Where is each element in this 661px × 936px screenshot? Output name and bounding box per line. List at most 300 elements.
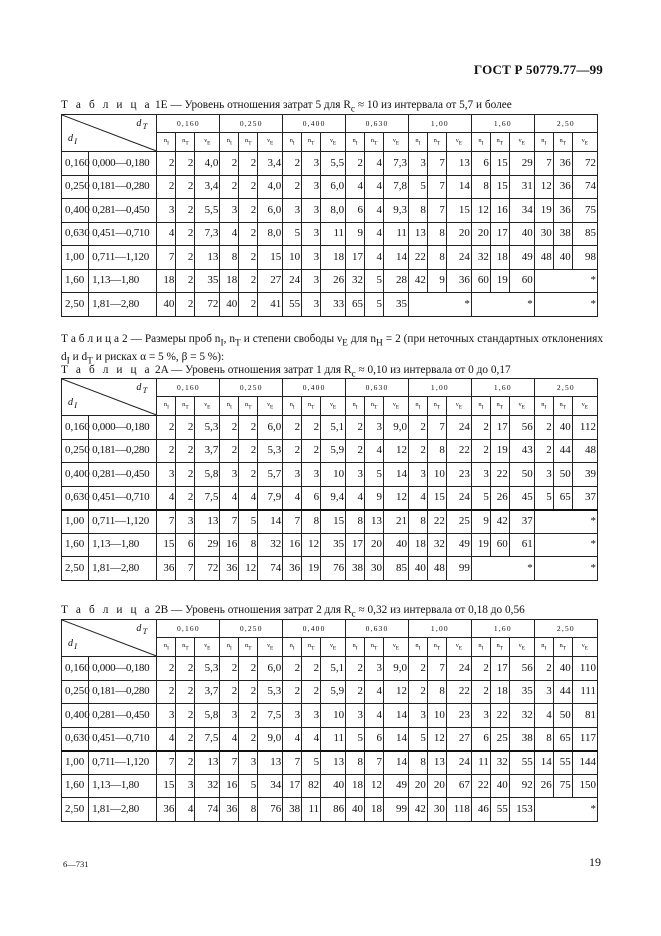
range-value: 0,281—0,450: [89, 704, 157, 728]
sub-header: $n_T$: [176, 397, 195, 416]
cell-value: 8: [471, 175, 490, 199]
merged-star-cell: *: [534, 557, 597, 581]
group-value: 0,630: [62, 486, 89, 510]
group-value: 1,60: [62, 774, 89, 798]
table-row: [62, 798, 598, 822]
cell-value: 4: [239, 486, 258, 510]
group-value: 2,50: [62, 798, 89, 822]
cell-value: 44: [553, 439, 572, 463]
cell-value: 30: [534, 222, 553, 246]
sub-header: $n_T$: [490, 397, 509, 416]
cell-value: 20: [471, 222, 490, 246]
cell-value: 7,3: [384, 152, 409, 176]
cell-value: 6,0: [258, 657, 283, 681]
group-value: 0,160: [62, 657, 89, 681]
sub-header: $n_T$: [302, 638, 321, 657]
cell-value: 5: [239, 510, 258, 534]
cell-value: 40: [157, 293, 176, 317]
cell-value: 76: [258, 798, 283, 822]
merged-star-cell: *: [534, 293, 597, 317]
cell-value: 15: [446, 199, 471, 223]
cell-value: 19: [534, 199, 553, 223]
table-2a: [61, 378, 598, 581]
cell-value: 4,0: [195, 152, 220, 176]
cell-value: 74: [195, 798, 220, 822]
cell-value: 5,1: [321, 657, 346, 681]
cell-value: 7: [427, 199, 446, 223]
cell-value: 81: [572, 704, 597, 728]
sub-header: $n_I$: [471, 397, 490, 416]
sub-header: $n_I$: [408, 397, 427, 416]
table-row: [62, 486, 598, 510]
k-header: 0,400: [283, 379, 346, 397]
cell-value: 32: [195, 774, 220, 798]
cell-value: 19: [490, 269, 509, 293]
table-row: [62, 175, 598, 199]
cell-value: 27: [446, 727, 471, 751]
cell-value: 17: [346, 533, 365, 557]
sub-header: $\nu_E$: [384, 133, 409, 152]
sub-header: $n_T$: [239, 397, 258, 416]
cell-value: 2: [239, 222, 258, 246]
cell-value: 2: [239, 199, 258, 223]
cell-value: 24: [446, 486, 471, 510]
cell-value: 8: [408, 751, 427, 775]
cell-value: 3: [157, 704, 176, 728]
cell-value: 2: [283, 680, 302, 704]
cell-value: 3: [283, 463, 302, 487]
table-2b-caption: Т а б л и ц а 2B — Уровень отношения затрат 2 для $R_c \approx 0,32$ из интервала от 0,18 до 0,56: [61, 604, 525, 620]
table-2-note: Т а б л и ц а 2 — Размеры проб $n_I$, $n_T$ и степени свободы $\nu_E$ для $n_H = 2$ (при неточных стандартных отклонениях $d_I$ и $d_T$ и рисках α = 5 %, β = 5 %):: [61, 333, 603, 367]
cell-value: 26: [321, 269, 346, 293]
cell-value: 111: [572, 680, 597, 704]
cell-value: 36: [446, 269, 471, 293]
range-value: 0,711—1,120: [89, 510, 157, 534]
cell-value: 22: [471, 774, 490, 798]
cell-value: 5: [534, 486, 553, 510]
group-value: 0,630: [62, 222, 89, 246]
cell-value: 9: [427, 269, 446, 293]
header-row-k: [62, 115, 598, 133]
cell-value: 4: [157, 727, 176, 751]
cell-value: 22: [446, 680, 471, 704]
cell-value: 3: [220, 704, 239, 728]
cell-value: 56: [509, 657, 534, 681]
cell-value: 7,3: [195, 222, 220, 246]
sub-header: $n_T$: [365, 397, 384, 416]
cell-value: 3,4: [195, 175, 220, 199]
cell-value: 98: [572, 246, 597, 270]
sub-header: $n_T$: [490, 638, 509, 657]
cell-value: 5,1: [321, 416, 346, 440]
cell-value: 144: [572, 751, 597, 775]
cell-value: 14: [384, 463, 409, 487]
cell-value: 2: [239, 680, 258, 704]
range-value: 1,81—2,80: [89, 293, 157, 317]
cell-value: 11: [384, 222, 409, 246]
sub-header: $n_I$: [471, 133, 490, 152]
cell-value: 8: [427, 680, 446, 704]
cell-value: 2: [408, 416, 427, 440]
cell-value: 14: [384, 704, 409, 728]
range-value: 0,181—0,280: [89, 175, 157, 199]
cell-value: 42: [490, 510, 509, 534]
cell-value: 31: [509, 175, 534, 199]
cell-value: 48: [427, 557, 446, 581]
cell-value: 11: [302, 798, 321, 822]
sub-header: $n_I$: [157, 397, 176, 416]
range-value: 0,281—0,450: [89, 199, 157, 223]
cell-value: 7: [157, 510, 176, 534]
cell-value: 3: [346, 704, 365, 728]
cell-value: 72: [195, 557, 220, 581]
cell-value: 153: [509, 798, 534, 822]
cell-value: 30: [427, 798, 446, 822]
cell-value: 45: [509, 486, 534, 510]
cell-value: 36: [283, 557, 302, 581]
cell-value: 55: [490, 798, 509, 822]
cell-value: 7: [157, 751, 176, 775]
cell-value: 34: [258, 774, 283, 798]
cell-value: 3: [302, 199, 321, 223]
cell-value: 35: [509, 680, 534, 704]
cell-value: 8: [239, 798, 258, 822]
cell-value: 12: [239, 557, 258, 581]
cell-value: 2: [157, 152, 176, 176]
cell-value: 7,5: [258, 704, 283, 728]
sub-header: $\nu_E$: [321, 638, 346, 657]
cell-value: 36: [220, 798, 239, 822]
cell-value: 16: [283, 533, 302, 557]
table-row: [62, 416, 598, 440]
group-value: 0,400: [62, 199, 89, 223]
cell-value: 32: [258, 533, 283, 557]
cell-value: 2: [220, 416, 239, 440]
cell-value: 117: [572, 727, 597, 751]
cell-value: 18: [220, 269, 239, 293]
cell-value: 76: [321, 557, 346, 581]
cell-value: 74: [258, 557, 283, 581]
range-value: 1,13—1,80: [89, 774, 157, 798]
cell-value: 10: [427, 463, 446, 487]
cell-value: 36: [553, 199, 572, 223]
sub-header: $n_T$: [553, 638, 572, 657]
cell-value: 2: [176, 199, 195, 223]
cell-value: 72: [572, 152, 597, 176]
cell-value: 8: [427, 246, 446, 270]
cell-value: 6: [176, 533, 195, 557]
cell-value: 6: [302, 486, 321, 510]
cell-value: 40: [220, 293, 239, 317]
cell-value: 14: [384, 751, 409, 775]
cell-value: 2: [176, 463, 195, 487]
cell-value: 3: [176, 774, 195, 798]
cell-value: 7: [427, 175, 446, 199]
cell-value: 55: [553, 751, 572, 775]
cell-value: 5: [365, 293, 384, 317]
cell-value: 8: [302, 510, 321, 534]
cell-value: 2: [176, 439, 195, 463]
cell-value: 3: [302, 175, 321, 199]
cell-value: 2: [220, 175, 239, 199]
cell-value: 13: [408, 222, 427, 246]
cell-value: 12: [427, 727, 446, 751]
cell-value: 85: [572, 222, 597, 246]
cell-value: 7,9: [258, 486, 283, 510]
cell-value: 17: [346, 246, 365, 270]
sub-header: $\nu_E$: [258, 397, 283, 416]
cell-value: 40: [490, 774, 509, 798]
cell-value: 27: [258, 269, 283, 293]
cell-value: 28: [384, 269, 409, 293]
cell-value: 12: [365, 774, 384, 798]
sub-header: $\nu_E$: [446, 397, 471, 416]
cell-value: 6,0: [321, 175, 346, 199]
sub-header: $\nu_E$: [195, 397, 220, 416]
cell-value: 3: [365, 657, 384, 681]
cell-value: 40: [384, 533, 409, 557]
cell-value: 4: [534, 704, 553, 728]
cell-value: 4: [346, 175, 365, 199]
cell-value: 5,3: [258, 680, 283, 704]
sub-header: $\nu_E$: [195, 638, 220, 657]
cell-value: 118: [446, 798, 471, 822]
range-value: 0,000—0,180: [89, 657, 157, 681]
cell-value: 20: [446, 222, 471, 246]
range-value: 0,451—0,710: [89, 222, 157, 246]
cell-value: 65: [553, 486, 572, 510]
group-value: 0,160: [62, 152, 89, 176]
dt-label: $d_T$: [136, 118, 149, 131]
cell-value: 8: [239, 533, 258, 557]
sub-header: $n_T$: [427, 638, 446, 657]
cell-value: 32: [471, 246, 490, 270]
table-row: [62, 269, 598, 293]
sub-header: $\nu_E$: [321, 133, 346, 152]
cell-value: 6,0: [258, 199, 283, 223]
k-header: 1,60: [471, 115, 534, 133]
table-row: [62, 774, 598, 798]
cell-value: 3: [408, 463, 427, 487]
cell-value: 2: [176, 222, 195, 246]
cell-value: 3: [283, 704, 302, 728]
sub-header: $\nu_E$: [509, 638, 534, 657]
range-value: 0,711—1,120: [89, 751, 157, 775]
cell-value: 39: [572, 463, 597, 487]
cell-value: 3,4: [258, 152, 283, 176]
sub-header: $n_T$: [239, 638, 258, 657]
cell-value: 22: [427, 510, 446, 534]
cell-value: 3: [471, 704, 490, 728]
cell-value: 40: [408, 557, 427, 581]
cell-value: 7,8: [384, 175, 409, 199]
cell-value: 5,8: [195, 704, 220, 728]
cell-value: 7: [427, 657, 446, 681]
cell-value: 2: [220, 439, 239, 463]
diagonal-header-cell: [62, 620, 157, 657]
cell-value: 5,9: [321, 680, 346, 704]
cell-value: 7: [283, 751, 302, 775]
cell-value: 35: [195, 269, 220, 293]
cell-value: 9,4: [321, 486, 346, 510]
cell-value: 2: [346, 416, 365, 440]
cell-value: 65: [553, 727, 572, 751]
merged-star-cell: *: [471, 557, 534, 581]
cell-value: 8: [427, 222, 446, 246]
cell-value: 17: [283, 774, 302, 798]
sub-header: $\nu_E$: [572, 638, 597, 657]
cell-value: 38: [346, 557, 365, 581]
group-value: 0,250: [62, 439, 89, 463]
cell-value: 2: [283, 657, 302, 681]
k-header: 1,60: [471, 379, 534, 397]
sub-header: $\nu_E$: [572, 397, 597, 416]
sub-header: $\nu_E$: [509, 397, 534, 416]
cell-value: 82: [302, 774, 321, 798]
cell-value: 2: [239, 704, 258, 728]
merged-star-cell: *: [471, 293, 534, 317]
sub-header: $n_I$: [157, 638, 176, 657]
cell-value: 3: [302, 293, 321, 317]
table-1e-caption: Т а б л и ц а 1E — Уровень отношения затрат 5 для $R_c \approx 10$ из интервала от 5,7 и более: [61, 99, 512, 115]
cell-value: 4: [365, 175, 384, 199]
cell-value: 2: [471, 439, 490, 463]
cell-value: 4: [346, 486, 365, 510]
di-label: $d_I$: [68, 132, 79, 146]
cell-value: 2: [346, 657, 365, 681]
sub-header: $n_T$: [365, 133, 384, 152]
cell-value: 2: [157, 680, 176, 704]
cell-value: 13: [321, 751, 346, 775]
cell-value: 2: [176, 293, 195, 317]
cell-value: 40: [509, 222, 534, 246]
sub-header: $\nu_E$: [195, 133, 220, 152]
cell-value: 75: [553, 774, 572, 798]
cell-value: 43: [509, 439, 534, 463]
sub-header: $n_T$: [427, 397, 446, 416]
cell-value: 7: [283, 510, 302, 534]
cell-value: 86: [321, 798, 346, 822]
sub-header: $n_I$: [283, 397, 302, 416]
cell-value: 2: [176, 657, 195, 681]
sub-header: $n_I$: [346, 133, 365, 152]
cell-value: 8: [346, 751, 365, 775]
cell-value: 5: [408, 727, 427, 751]
cell-value: 9,0: [258, 727, 283, 751]
cell-value: 20: [408, 774, 427, 798]
cell-value: 60: [490, 533, 509, 557]
cell-value: 110: [572, 657, 597, 681]
cell-value: 2: [220, 680, 239, 704]
cell-value: 14: [534, 751, 553, 775]
cell-value: 2: [408, 657, 427, 681]
sub-header: $n_I$: [534, 638, 553, 657]
k-header: 0,250: [220, 620, 283, 638]
range-value: 1,81—2,80: [89, 557, 157, 581]
range-value: 0,000—0,180: [89, 416, 157, 440]
sub-header: $n_T$: [302, 397, 321, 416]
cell-value: 2: [534, 657, 553, 681]
cell-value: 20: [427, 774, 446, 798]
cell-value: 12: [384, 439, 409, 463]
cell-value: 2: [176, 152, 195, 176]
cell-value: 17: [490, 222, 509, 246]
cell-value: 4: [176, 798, 195, 822]
cell-value: 2: [471, 657, 490, 681]
cell-value: 5: [471, 486, 490, 510]
di-label: $d_I$: [68, 396, 79, 410]
cell-value: 2: [239, 293, 258, 317]
cell-value: 5,8: [195, 463, 220, 487]
cell-value: 19: [302, 557, 321, 581]
cell-value: 74: [572, 175, 597, 199]
k-header: 2,50: [534, 620, 597, 638]
table-row: [62, 533, 598, 557]
cell-value: 2: [239, 727, 258, 751]
k-header: 2,50: [534, 379, 597, 397]
standard-number: ГОСТ Р 50779.77—99: [473, 62, 603, 77]
table-row: [62, 199, 598, 223]
cell-value: 19: [471, 533, 490, 557]
cell-value: 15: [157, 533, 176, 557]
cell-value: 2: [176, 246, 195, 270]
group-value: 1,60: [62, 269, 89, 293]
cell-value: 12: [384, 680, 409, 704]
cell-value: 16: [490, 199, 509, 223]
range-value: 0,451—0,710: [89, 727, 157, 751]
table-row: [62, 222, 598, 246]
cell-value: 15: [321, 510, 346, 534]
header-row-k: [62, 620, 598, 638]
group-value: 1,00: [62, 751, 89, 775]
cell-value: 56: [509, 416, 534, 440]
cell-value: 24: [446, 246, 471, 270]
sub-header: $n_T$: [427, 133, 446, 152]
sub-header: $\nu_E$: [258, 133, 283, 152]
cell-value: 46: [471, 798, 490, 822]
cell-value: 2: [239, 152, 258, 176]
sub-header: $n_I$: [408, 638, 427, 657]
cell-value: 18: [490, 246, 509, 270]
cell-value: 18: [157, 269, 176, 293]
cell-value: 7,5: [195, 486, 220, 510]
cell-value: 14: [258, 510, 283, 534]
cell-value: 48: [572, 439, 597, 463]
cell-value: 2: [176, 727, 195, 751]
cell-value: 2: [283, 152, 302, 176]
cell-value: 2: [176, 269, 195, 293]
range-value: 0,711—1,120: [89, 246, 157, 270]
sub-header: $\nu_E$: [321, 397, 346, 416]
sub-header: $n_I$: [471, 638, 490, 657]
cell-value: 3,7: [195, 439, 220, 463]
cell-value: 3: [302, 269, 321, 293]
cell-value: 3: [302, 246, 321, 270]
cell-value: 50: [553, 463, 572, 487]
cell-value: 25: [490, 727, 509, 751]
cell-value: 24: [446, 751, 471, 775]
cell-value: 9,0: [384, 657, 409, 681]
sub-header: $n_I$: [157, 133, 176, 152]
sub-header: $n_I$: [534, 133, 553, 152]
cell-value: 22: [490, 463, 509, 487]
cell-value: 3: [302, 222, 321, 246]
cell-value: 40: [553, 246, 572, 270]
cell-value: 19: [490, 439, 509, 463]
cell-value: 40: [346, 798, 365, 822]
sub-header: $n_T$: [176, 638, 195, 657]
cell-value: 5,3: [195, 657, 220, 681]
